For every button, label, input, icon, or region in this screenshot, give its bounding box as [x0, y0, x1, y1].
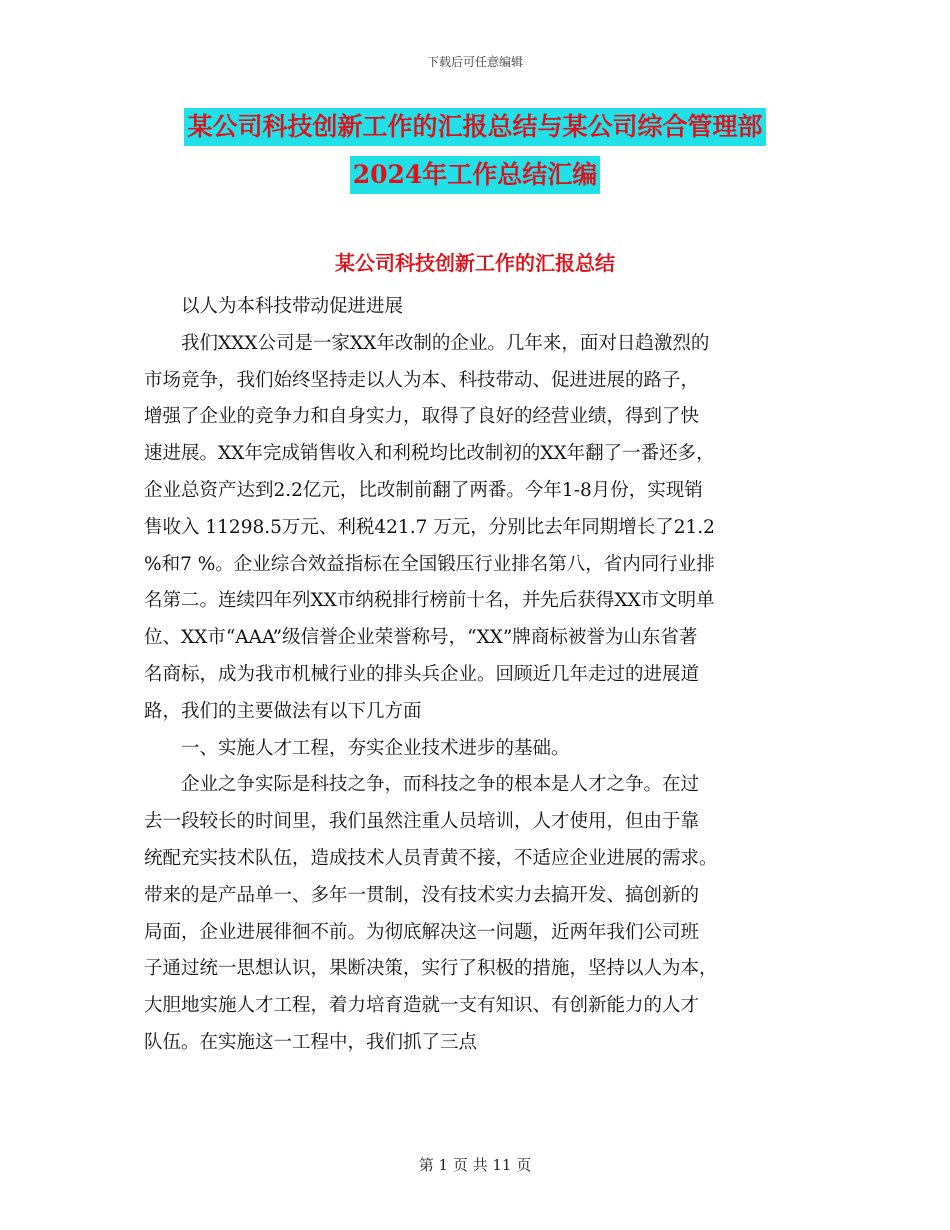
body-line: 一、实施人才工程，夯实企业技术进步的基础。 [181, 737, 570, 759]
body-line: 速进展。XX年完成销售收入和利税均比改制初的XX年翻了一番还多， [144, 443, 715, 465]
section-title: 某公司科技创新工作的汇报总结 [335, 251, 615, 275]
body-line: 位、XX市“AAA”级信誉企业荣誉称号，“XX”牌商标被誉为山东省著 [144, 627, 698, 649]
title-line-1: 某公司科技创新工作的汇报总结与某公司综合管理部 [184, 108, 765, 146]
body-text [144, 289, 808, 1062]
body-line: 局面，企业进展徘徊不前。为彻底解决这一问题，近两年我们公司班 [144, 921, 700, 943]
body-line: 市场竞争，我们始终坚持走以人为本、科技带动、促进进展的路子， [144, 369, 700, 391]
body-line: %和7 %。企业综合效益指标在全国锻压行业排名第八，省内同行业排 [144, 553, 715, 575]
body-line: 路，我们的主要做法有以下几方面 [144, 700, 422, 722]
body-line: 企业总资产达到2.2亿元，比改制前翻了两番。今年1-8月份，实现销 [144, 479, 703, 501]
document-title [140, 108, 810, 194]
body-line: 增强了企业的竞争力和自身实力，取得了良好的经营业绩，得到了快 [144, 406, 700, 428]
body-line: 我们XXX公司是一家XX年改制的企业。几年来，面对日趋激烈的 [181, 332, 710, 354]
body-line: 名商标，成为我市机械行业的排头兵企业。回顾近几年走过的进展道 [144, 663, 700, 685]
body-line: 售收入 11298.5万元、利税421.7 万元，分别比去年同期增长了21.2 [144, 516, 715, 538]
body-line: 带来的是产品单一、多年一贯制，没有技术实力去搞开发、搞创新的 [144, 884, 700, 906]
body-line: 子通过统一思想认识，果断决策，实行了积极的措施，坚持以人为本， [144, 958, 718, 980]
body-line: 名第二。连续四年列XX市纳税排行榜前十名，并先后获得XX市文明单 [144, 590, 715, 612]
body-line: 统配充实技术队伍，造成技术人员青黄不接，不适应企业进展的需求。 [144, 847, 718, 869]
body-line: 企业之争实际是科技之争，而科技之争的根本是人才之争。在过 [181, 774, 700, 796]
page-header-note: 下载后可任意编辑 [426, 55, 523, 69]
body-line: 队伍。在实施这一工程中，我们抓了三点 [144, 1031, 478, 1053]
body-line: 以人为本科技带动促进进展 [181, 296, 404, 317]
page-footer: 第 1 页 共 11 页 [418, 1156, 532, 1174]
body-line: 大胆地实施人才工程，着力培育造就一支有知识、有创新能力的人才 [144, 995, 700, 1017]
body-line: 去一段较长的时间里，我们虽然注重人员培训，人才使用，但由于靠 [144, 811, 700, 833]
title-line-2: 2024年工作总结汇编 [350, 156, 601, 194]
